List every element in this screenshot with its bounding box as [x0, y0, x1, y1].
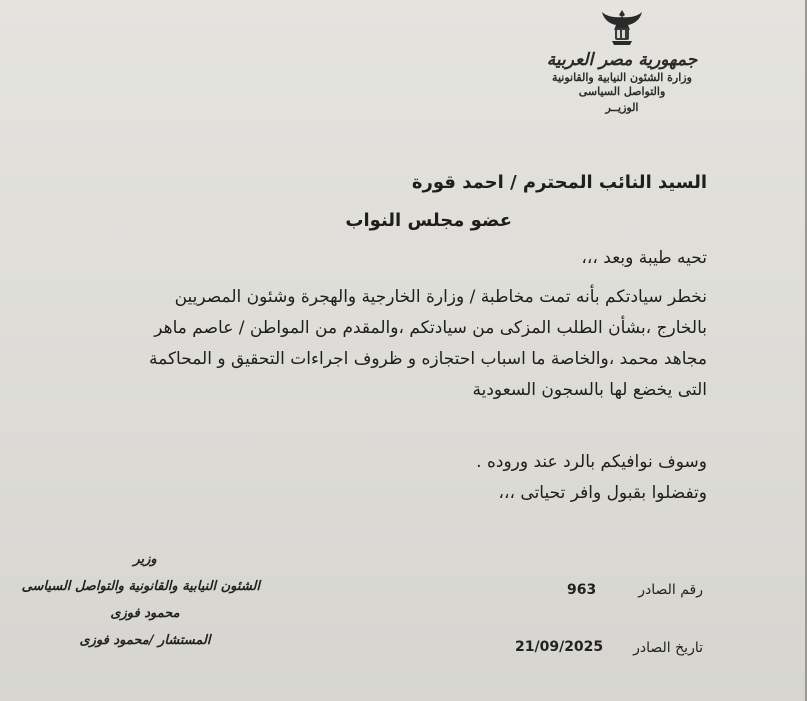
letterhead-country: جمهورية مصر العربية: [546, 50, 698, 70]
letterhead: [537, 8, 707, 115]
body-line: نخطر سيادتكم بأنه تمت مخاطبة / وزارة الخارجية والهجرة وشئون المصريين: [174, 287, 707, 307]
signature-counselor: المستشار /محمود فوزى: [79, 633, 211, 648]
signature-name: محمود فوزى: [110, 606, 180, 621]
addressee-title: عضو مجلس النواب: [345, 210, 512, 231]
letterhead-minister: الوزيــر: [605, 100, 639, 114]
issue-date-value: 21/09/2025: [515, 639, 604, 655]
eagle-emblem-icon: [600, 8, 644, 48]
signature-ministry: الشئون النيابية والقانونية والتواصل السياسى: [21, 579, 260, 594]
letterhead-ministry: وزارة الشئون النيابية والقانونية: [552, 71, 692, 85]
greeting: تحيه طيبة وبعد ،،،: [581, 248, 707, 268]
closing-reply: وسوف نوافيكم بالرد عند وروده .: [476, 452, 707, 472]
letter-body: [67, 282, 707, 406]
signature-block: [21, 546, 260, 654]
body-line: التى يخضع لها بالسجون السعودية: [472, 380, 707, 400]
reference-number-value: 963: [567, 582, 597, 598]
reference-number-label: رقم الصادر: [638, 582, 703, 598]
body-line: بالخارج ،بشأن الطلب المزكى من سيادتكم ،والمقدم من المواطن / عاصم ماهر: [154, 318, 707, 338]
issue-date-label: تاريخ الصادر: [633, 640, 703, 656]
letterhead-ministry-cont: والتواصل السياسى: [578, 85, 666, 98]
closing-regards: وتفضلوا بقبول وافر تحياتى ،،،: [498, 483, 707, 503]
body-line: مجاهد محمد ،والخاصة ما اسباب احتجازه و ظروف اجراءات التحقيق و المحاكمة: [149, 349, 707, 369]
signature-title: وزير: [133, 552, 157, 567]
addressee: السيد النائب المحترم / احمد قورة: [411, 172, 707, 193]
